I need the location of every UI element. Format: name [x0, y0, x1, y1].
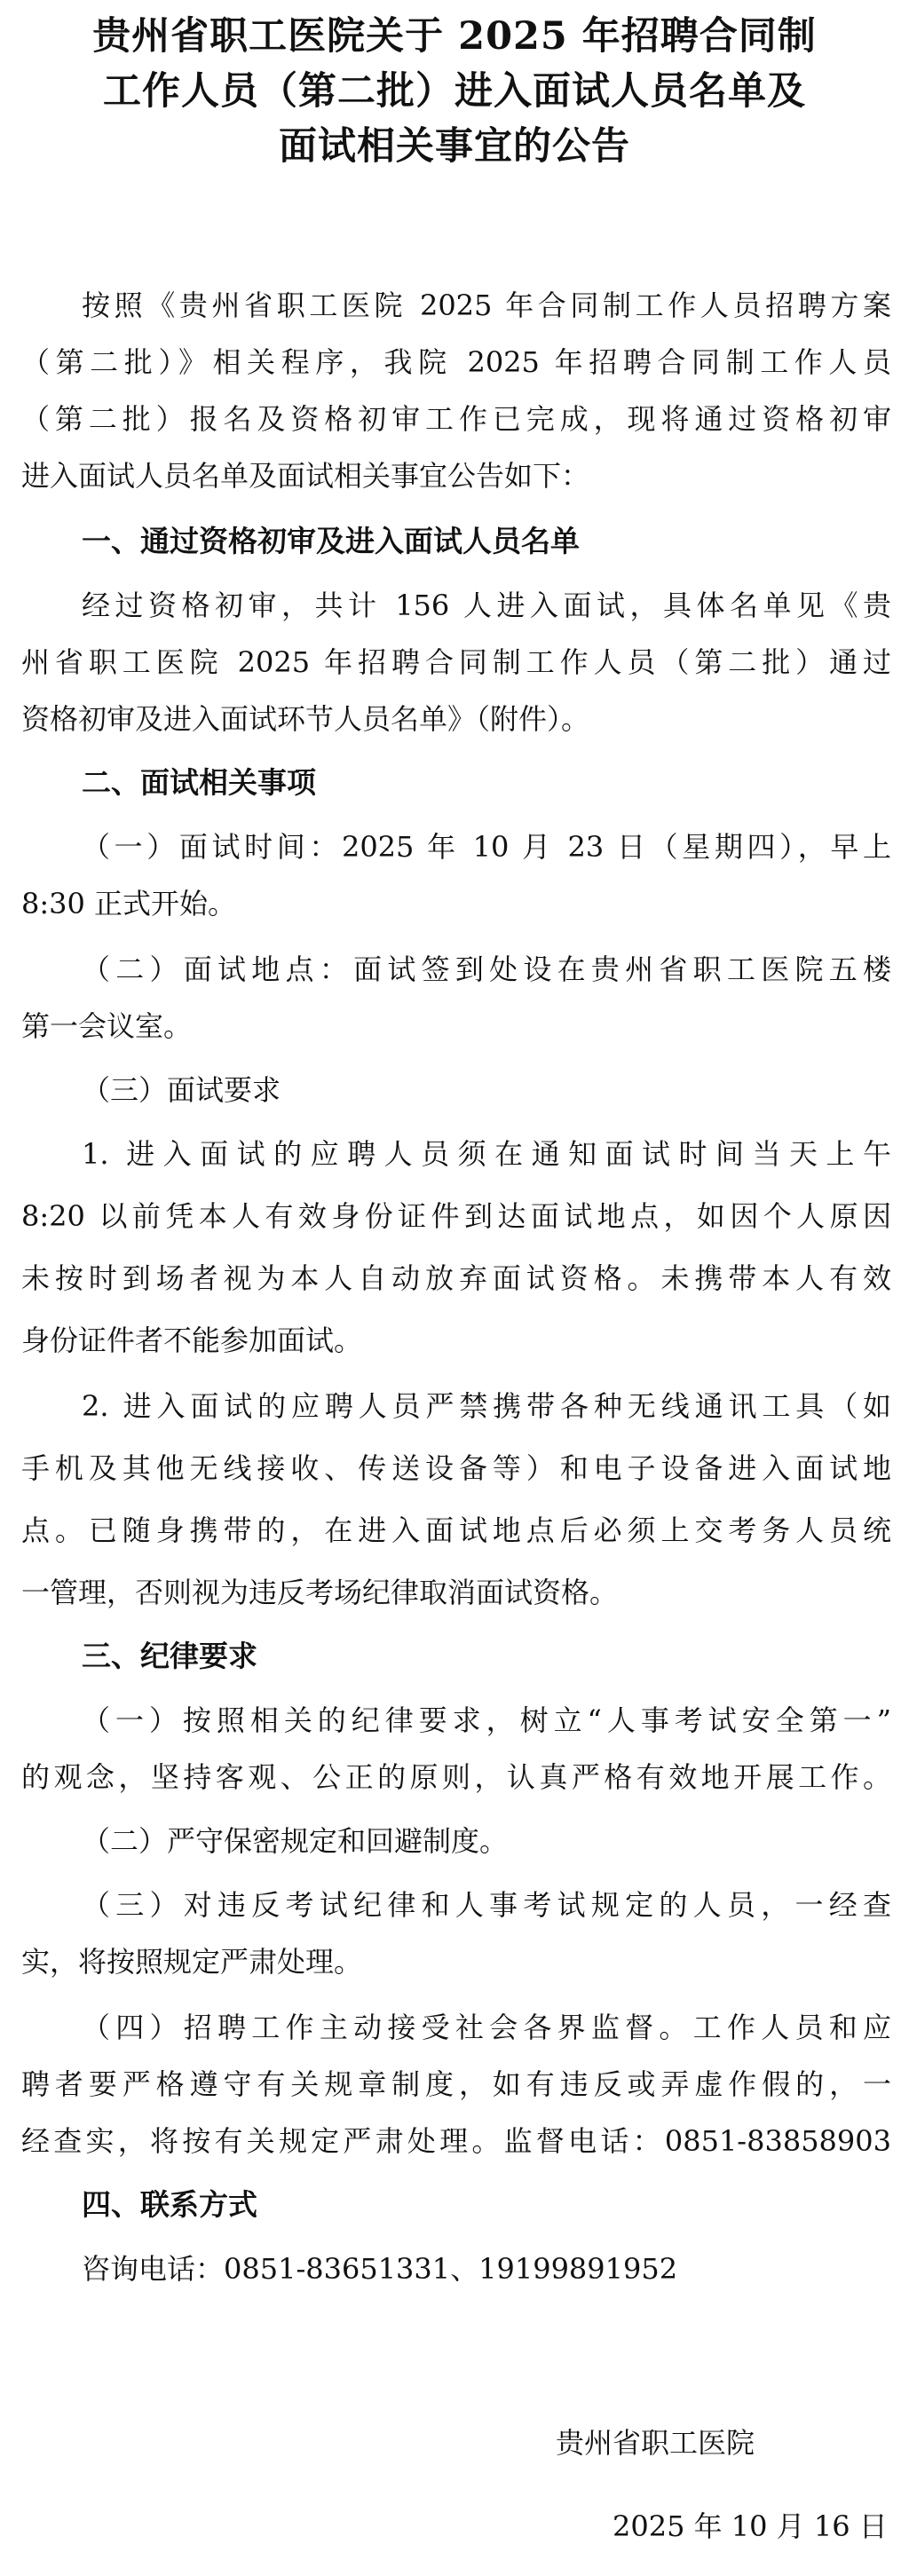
requirement-2-line-1: 2. 进入面试的应聘人员严禁携带各种无线通讯工具（如 — [82, 1389, 891, 1423]
section-2-heading: 二、面试相关事项 — [82, 765, 316, 800]
section-1-line-2: 州省职工医院 2025 年招聘合同制工作人员（第二批）通过 — [21, 645, 891, 679]
interview-place-line-1: （二）面试地点：面试签到处设在贵州省职工医院五楼 — [82, 952, 891, 986]
discipline-3-line-1: （三）对违反考试纪律和人事考试规定的人员，一经查 — [82, 1888, 891, 1922]
intro-line-3: （第二批）报名及资格初审工作已完成，现将通过资格初审 — [21, 402, 891, 436]
discipline-4-line-1: （四）招聘工作主动接受社会各界监督。工作人员和应 — [82, 2011, 891, 2044]
section-1-heading: 一、通过资格初审及进入面试人员名单 — [82, 524, 580, 558]
requirement-2-line-4: 一管理，否则视为违反考场纪律取消面试资格。 — [21, 1576, 619, 1609]
interview-time-line-2: 8:30 正式开始。 — [21, 887, 237, 921]
section-1-line-1: 经过资格初审，共计 156 人进入面试，具体名单见《贵 — [82, 589, 891, 622]
document-title — [0, 9, 909, 174]
title-line-2: 工作人员（第二批）进入面试人员名单及 — [103, 69, 806, 114]
discipline-2: （二）严守保密规定和回避制度。 — [82, 1824, 509, 1858]
interview-requirements-heading: （三）面试要求 — [82, 1073, 281, 1107]
interview-time-line-1: （一）面试时间：2025 年 10 月 23 日（星期四），早上 — [82, 830, 891, 864]
signature-date: 2025 年 10 月 16 日 — [613, 2509, 888, 2543]
intro-line-2: （第二批）》相关程序，我院 2025 年招聘合同制工作人员 — [21, 345, 891, 379]
contact-phone: 咨询电话：0851-83651331、19199891952 — [82, 2252, 678, 2286]
discipline-4-line-2: 聘者要严格遵守有关规章制度，如有违反或弄虚作假的，一 — [21, 2067, 891, 2101]
requirement-1-line-2: 8:20 以前凭本人有效身份证件到达面试地点，如因个人原因 — [21, 1199, 891, 1233]
requirement-1-line-3: 未按时到场者视为本人自动放弃面试资格。未携带本人有效 — [21, 1261, 891, 1295]
discipline-4-line-3: 经查实，将按有关规定严肃处理。监督电话：0851-83858903 — [21, 2124, 891, 2158]
title-line-1: 贵州省职工医院关于 2025 年招聘合同制 — [92, 14, 817, 59]
section-3-heading: 三、纪律要求 — [82, 1639, 257, 1673]
section-1-line-3: 资格初审及进入面试环节人员名单》（附件）。 — [21, 702, 590, 736]
signature-organization: 贵州省职工医院 — [556, 2426, 755, 2460]
requirement-2-line-2: 手机及其他无线接收、传送设备等）和电子设备进入面试地 — [21, 1451, 891, 1485]
interview-place-line-2: 第一会议室。 — [21, 1009, 193, 1043]
discipline-1-line-2: 的观念，坚持客观、公正的原则，认真严格有效地开展工作。 — [21, 1760, 891, 1794]
requirement-2-line-3: 点。已随身携带的，在进入面试地点后必须上交考务人员统 — [21, 1513, 891, 1547]
discipline-3-line-2: 实，将按照规定严肃处理。 — [21, 1945, 363, 1979]
intro-line-4: 进入面试人员名单及面试相关事宜公告如下： — [21, 459, 590, 493]
section-4-heading: 四、联系方式 — [82, 2187, 257, 2222]
intro-line-1: 按照《贵州省职工医院 2025 年合同制工作人员招聘方案 — [82, 288, 891, 322]
title-line-3: 面试相关事宜的公告 — [279, 124, 630, 169]
requirement-1-line-1: 1. 进入面试的应聘人员须在通知面试时间当天上午 — [82, 1137, 891, 1171]
requirement-1-line-4: 身份证件者不能参加面试。 — [21, 1324, 363, 1357]
discipline-1-line-1: （一）按照相关的纪律要求，树立“人事考试安全第一” — [82, 1703, 891, 1737]
